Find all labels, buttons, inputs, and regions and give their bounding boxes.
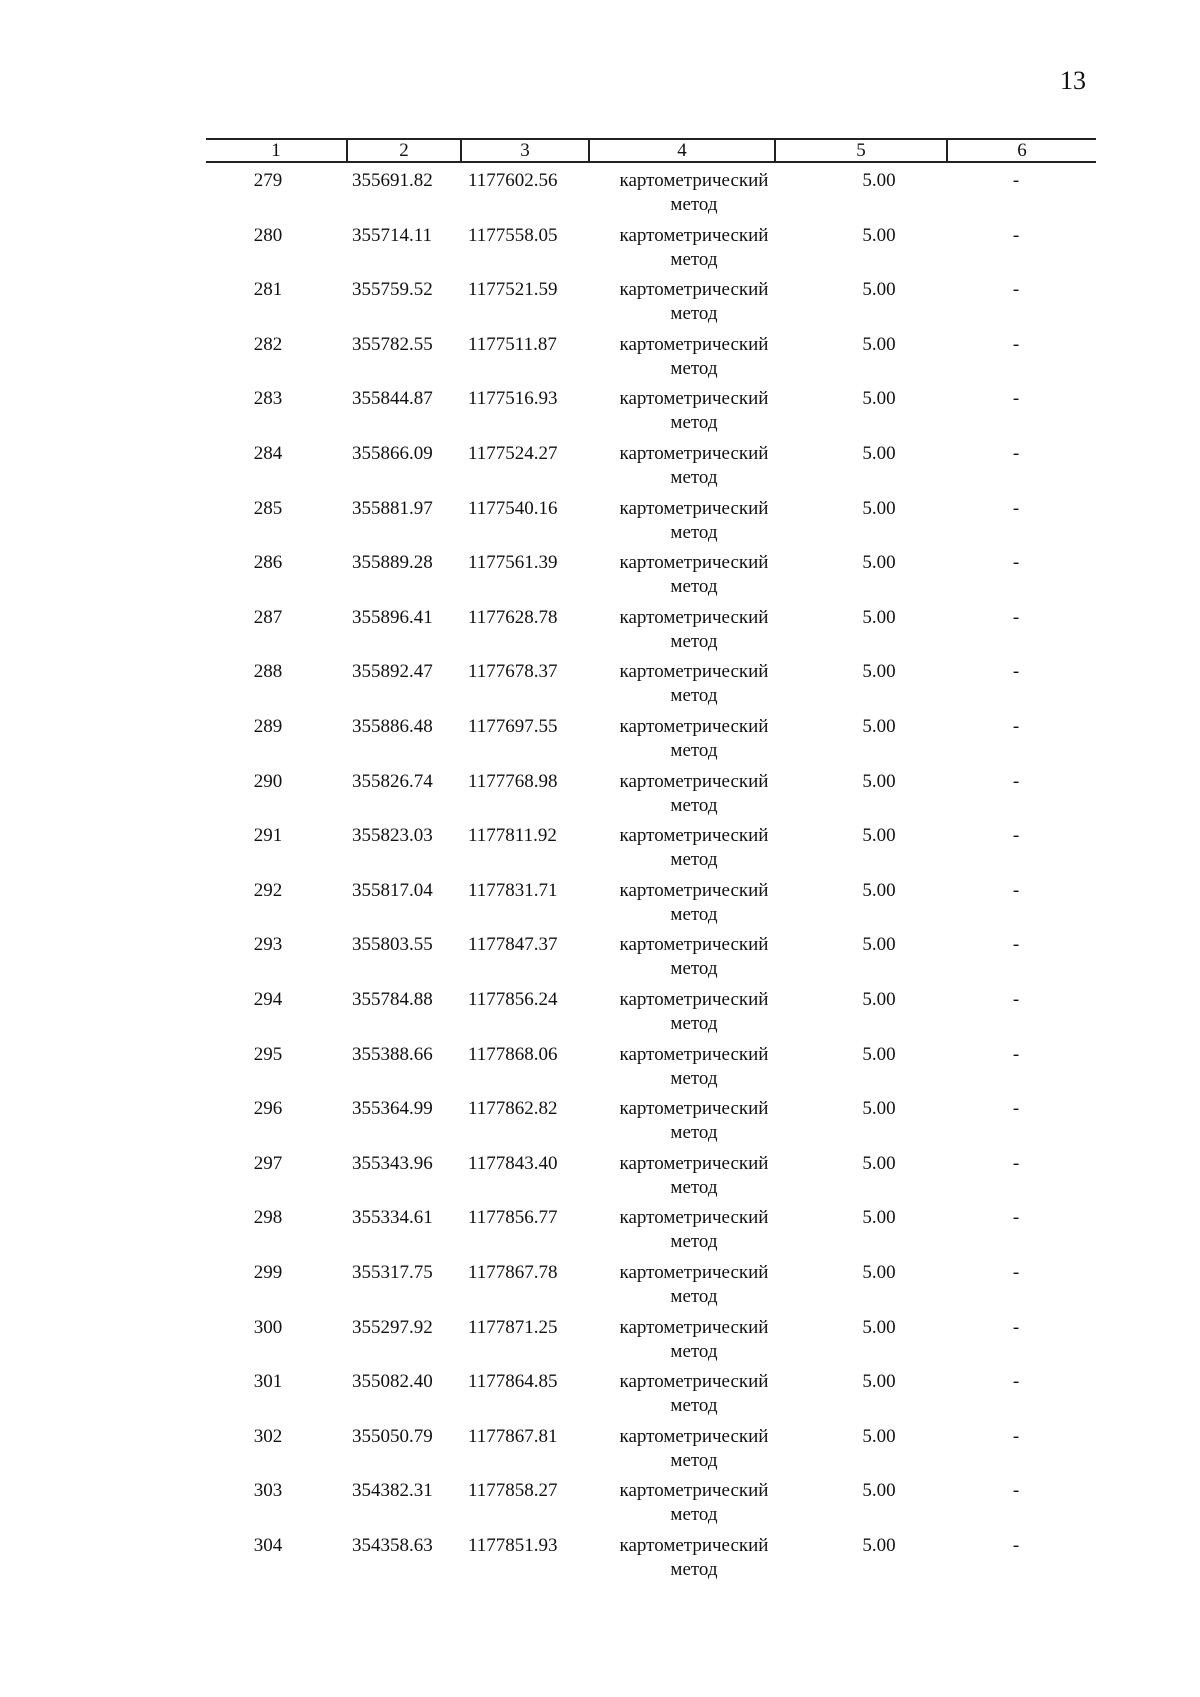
method (594, 988, 794, 1036)
table-header (206, 138, 1096, 163)
method (594, 1206, 794, 1254)
coordinate-y: 1177561.39 (468, 552, 558, 574)
accuracy-value: 5.00 (862, 661, 896, 683)
method-line-1: картометрический (619, 443, 769, 464)
method-line-1: картометрический (619, 661, 769, 683)
note-dash: - (1012, 1152, 1020, 1174)
point-number: 295 (253, 1043, 283, 1065)
coordinate-x: 355082.40 (352, 1371, 433, 1393)
coordinate-x: 355759.52 (352, 279, 433, 301)
note-dash: - (1012, 1262, 1020, 1283)
method-line-1: картометрический (619, 934, 769, 956)
point-number: 282 (253, 333, 283, 355)
point-number: 298 (253, 1207, 283, 1229)
coordinate-x: 355691.82 (352, 170, 433, 191)
point-number: 304 (253, 1535, 283, 1556)
coordinate-x: 355866.09 (352, 443, 433, 464)
method-line-2: метод (670, 903, 718, 925)
note-dash: - (1012, 1371, 1020, 1393)
accuracy-value: 5.00 (862, 1152, 896, 1174)
method (594, 606, 794, 654)
coordinate-x: 355050.79 (352, 1425, 433, 1447)
coordinate-x: 355297.92 (352, 1316, 433, 1338)
table-row (206, 1530, 1096, 1584)
point-number: 303 (253, 1480, 283, 1502)
point-number: 284 (253, 443, 283, 464)
point-number: 288 (253, 661, 283, 683)
note-dash: - (1012, 825, 1020, 847)
table-row (206, 329, 1096, 383)
coordinate-y: 1177602.56 (468, 170, 558, 191)
coordinate-x: 355817.04 (352, 879, 433, 901)
note-dash: - (1012, 388, 1020, 410)
method (594, 387, 794, 435)
method-line-2: метод (670, 357, 718, 379)
note-dash: - (1012, 443, 1020, 464)
method-line-1: картометрический (619, 170, 769, 191)
point-number: 297 (253, 1152, 283, 1174)
table-row (206, 438, 1096, 492)
table-row (206, 1202, 1096, 1256)
method (594, 933, 794, 981)
accuracy-value: 5.00 (862, 443, 896, 464)
method-line-1: картометрический (619, 1262, 769, 1283)
coordinate-x: 355826.74 (352, 770, 433, 792)
coordinate-x: 354358.63 (352, 1535, 433, 1556)
note-dash: - (1012, 1316, 1020, 1338)
method-line-1: картометрический (619, 1207, 769, 1229)
coordinate-y: 1177862.82 (468, 1098, 558, 1120)
table-row (206, 1475, 1096, 1529)
table-row (206, 1039, 1096, 1093)
point-number: 285 (253, 497, 283, 519)
accuracy-value: 5.00 (862, 552, 896, 574)
method (594, 278, 794, 326)
note-dash: - (1012, 770, 1020, 792)
table-row (206, 1312, 1096, 1366)
note-dash: - (1012, 989, 1020, 1010)
table-row (206, 602, 1096, 656)
coordinate-x: 355388.66 (352, 1043, 433, 1065)
coordinate-y: 1177516.93 (468, 388, 558, 410)
method (594, 824, 794, 872)
note-dash: - (1012, 1207, 1020, 1229)
coordinate-y: 1177868.06 (468, 1043, 558, 1065)
note-dash: - (1012, 224, 1020, 246)
table-row (206, 383, 1096, 437)
method-line-1: картометрический (619, 606, 769, 628)
method (594, 1261, 794, 1309)
note-dash: - (1012, 1425, 1020, 1447)
point-number: 286 (253, 552, 283, 574)
method-line-1: картометрический (619, 1480, 769, 1502)
note-dash: - (1012, 170, 1020, 191)
method-line-2: метод (670, 1340, 718, 1362)
table-row (206, 547, 1096, 601)
coordinate-x: 355782.55 (352, 333, 433, 355)
method (594, 497, 794, 545)
accuracy-value: 5.00 (862, 388, 896, 410)
point-number: 292 (253, 879, 283, 901)
point-number: 280 (253, 224, 283, 246)
method-line-2: метод (670, 958, 718, 980)
note-dash: - (1012, 1098, 1020, 1120)
accuracy-value: 5.00 (862, 606, 896, 628)
method-line-2: метод (670, 1013, 718, 1034)
coordinate-y: 1177697.55 (468, 716, 558, 737)
coordinate-x: 355364.99 (352, 1098, 433, 1120)
note-dash: - (1012, 716, 1020, 737)
method-line-1: картометрический (619, 552, 769, 574)
point-number: 301 (253, 1371, 283, 1393)
method-line-1: картометрический (619, 825, 769, 847)
method-line-1: картометрический (619, 333, 769, 355)
method-line-1: картометрический (619, 1043, 769, 1065)
coordinate-y: 1177628.78 (468, 606, 558, 628)
table-row (206, 820, 1096, 874)
column-header-2: 2 (346, 140, 460, 161)
table-row (206, 220, 1096, 274)
coordinate-x: 355823.03 (352, 825, 433, 847)
coordinate-y: 1177768.98 (468, 770, 558, 792)
method-line-1: картометрический (619, 1371, 769, 1393)
table-row (206, 656, 1096, 710)
method (594, 879, 794, 927)
method (594, 1097, 794, 1145)
method-line-2: метод (670, 248, 718, 270)
accuracy-value: 5.00 (862, 1207, 896, 1229)
accuracy-value: 5.00 (862, 1425, 896, 1447)
accuracy-value: 5.00 (862, 1262, 896, 1283)
accuracy-value: 5.00 (862, 1316, 896, 1338)
note-dash: - (1012, 1480, 1020, 1502)
accuracy-value: 5.00 (862, 170, 896, 191)
point-number: 300 (253, 1316, 283, 1338)
note-dash: - (1012, 279, 1020, 301)
method (594, 224, 794, 272)
method-line-1: картометрический (619, 388, 769, 410)
page-number: 13 (1060, 66, 1086, 95)
method-line-1: картометрический (619, 716, 769, 737)
method-line-1: картометрический (619, 497, 769, 519)
coordinate-x: 355844.87 (352, 388, 433, 410)
method (594, 715, 794, 763)
method-line-2: метод (670, 1559, 718, 1580)
method-line-2: метод (670, 1067, 718, 1089)
method-line-1: картометрический (619, 224, 769, 246)
method-line-1: картометрический (619, 879, 769, 901)
method-line-2: метод (670, 849, 718, 871)
point-number: 287 (253, 606, 283, 628)
coordinate-y: 1177867.78 (468, 1262, 558, 1283)
point-number: 291 (253, 825, 283, 847)
note-dash: - (1012, 497, 1020, 519)
method-line-2: метод (670, 794, 718, 816)
method (594, 770, 794, 818)
table-row (206, 1366, 1096, 1420)
coordinate-x: 355896.41 (352, 606, 433, 628)
coordinate-x: 355803.55 (352, 934, 433, 956)
point-number: 294 (253, 989, 283, 1010)
note-dash: - (1012, 934, 1020, 956)
column-header-4: 4 (588, 140, 774, 161)
method (594, 1370, 794, 1418)
method-line-2: метод (670, 1122, 718, 1144)
method-line-2: метод (670, 1449, 718, 1471)
note-dash: - (1012, 879, 1020, 901)
accuracy-value: 5.00 (862, 333, 896, 355)
coordinate-y: 1177851.93 (468, 1535, 558, 1556)
point-number: 289 (253, 716, 283, 737)
coordinate-y: 1177511.87 (468, 333, 557, 355)
coordinate-y: 1177678.37 (468, 661, 558, 683)
method-line-1: картометрический (619, 1152, 769, 1174)
method (594, 1534, 794, 1582)
point-number: 293 (253, 934, 283, 956)
method (594, 1043, 794, 1091)
method-line-2: метод (670, 576, 718, 598)
method-line-1: картометрический (619, 279, 769, 301)
method (594, 1316, 794, 1364)
table-row (206, 1148, 1096, 1202)
method-line-2: метод (670, 1286, 718, 1307)
coordinate-x: 355714.11 (352, 224, 433, 246)
method (594, 169, 794, 217)
method-line-1: картометрический (619, 1098, 769, 1120)
coordinate-y: 1177521.59 (468, 279, 558, 301)
method-line-1: картометрический (619, 1316, 769, 1338)
note-dash: - (1012, 1535, 1020, 1556)
method-line-2: метод (670, 1395, 718, 1417)
accuracy-value: 5.00 (862, 716, 896, 737)
table-row (206, 493, 1096, 547)
coordinate-x: 355881.97 (352, 497, 433, 519)
method-line-2: метод (670, 467, 718, 488)
method (594, 551, 794, 599)
coordinate-y: 1177864.85 (468, 1371, 558, 1393)
method (594, 1425, 794, 1473)
table-row (206, 1257, 1096, 1311)
coordinate-x: 355784.88 (352, 989, 433, 1010)
method (594, 660, 794, 708)
method-line-2: метод (670, 521, 718, 543)
point-number: 290 (253, 770, 283, 792)
accuracy-value: 5.00 (862, 1535, 896, 1556)
coordinate-y: 1177867.81 (468, 1425, 558, 1447)
note-dash: - (1012, 1043, 1020, 1065)
note-dash: - (1012, 661, 1020, 683)
method-line-1: картометрический (619, 1425, 769, 1447)
point-number: 279 (253, 170, 283, 191)
method-line-2: метод (670, 1176, 718, 1198)
accuracy-value: 5.00 (862, 224, 896, 246)
method-line-2: метод (670, 1231, 718, 1253)
accuracy-value: 5.00 (862, 989, 896, 1010)
coordinate-y: 1177558.05 (468, 224, 558, 246)
point-number: 299 (253, 1262, 283, 1283)
method-line-2: метод (670, 303, 718, 325)
method-line-2: метод (670, 685, 718, 707)
method-line-2: метод (670, 412, 718, 434)
method-line-2: метод (670, 740, 718, 761)
method (594, 1479, 794, 1527)
coordinate-x: 355317.75 (352, 1262, 433, 1283)
table-row (206, 766, 1096, 820)
accuracy-value: 5.00 (862, 1043, 896, 1065)
coordinate-y: 1177811.92 (468, 825, 557, 847)
method (594, 333, 794, 381)
coordinate-y: 1177856.77 (468, 1207, 558, 1229)
coordinate-x: 354382.31 (352, 1480, 433, 1502)
column-header-6: 6 (946, 140, 1096, 161)
coordinate-x: 355334.61 (352, 1207, 433, 1229)
method-line-2: метод (670, 194, 718, 215)
method-line-1: картометрический (619, 989, 769, 1010)
table-row (206, 1421, 1096, 1475)
method (594, 1152, 794, 1200)
coordinate-x: 355892.47 (352, 661, 433, 683)
accuracy-value: 5.00 (862, 879, 896, 901)
point-number: 302 (253, 1425, 283, 1447)
accuracy-value: 5.00 (862, 1098, 896, 1120)
table-row (206, 875, 1096, 929)
accuracy-value: 5.00 (862, 1371, 896, 1393)
point-number: 283 (253, 388, 283, 410)
coordinate-y: 1177831.71 (468, 879, 558, 901)
coordinate-y: 1177856.24 (468, 989, 558, 1010)
accuracy-value: 5.00 (862, 825, 896, 847)
note-dash: - (1012, 333, 1020, 355)
coordinate-y: 1177540.16 (468, 497, 558, 519)
column-header-3: 3 (460, 140, 588, 161)
point-number: 281 (253, 279, 283, 301)
coordinate-y: 1177858.27 (468, 1480, 558, 1502)
method-line-1: картометрический (619, 1535, 769, 1556)
table-row (206, 1093, 1096, 1147)
accuracy-value: 5.00 (862, 934, 896, 956)
accuracy-value: 5.00 (862, 1480, 896, 1502)
table-row (206, 165, 1096, 219)
coordinate-y: 1177847.37 (468, 934, 558, 956)
coordinate-y: 1177843.40 (468, 1152, 558, 1174)
method-line-1: картометрический (619, 770, 769, 792)
column-header-1: 1 (271, 140, 281, 161)
table-row (206, 274, 1096, 328)
table-row (206, 984, 1096, 1038)
accuracy-value: 5.00 (862, 279, 896, 301)
note-dash: - (1012, 552, 1020, 574)
column-header-5: 5 (774, 140, 946, 161)
table-row (206, 711, 1096, 765)
coordinate-y: 1177524.27 (468, 443, 558, 464)
accuracy-value: 5.00 (862, 497, 896, 519)
note-dash: - (1012, 606, 1020, 628)
table-row (206, 929, 1096, 983)
point-number: 296 (253, 1098, 283, 1120)
method-line-2: метод (670, 630, 718, 652)
coordinate-x: 355889.28 (352, 552, 433, 574)
coordinate-y: 1177871.25 (468, 1316, 558, 1338)
method (594, 442, 794, 490)
accuracy-value: 5.00 (862, 770, 896, 792)
coordinate-x: 355343.96 (352, 1152, 433, 1174)
method-line-2: метод (670, 1504, 718, 1526)
coordinate-x: 355886.48 (352, 716, 433, 737)
